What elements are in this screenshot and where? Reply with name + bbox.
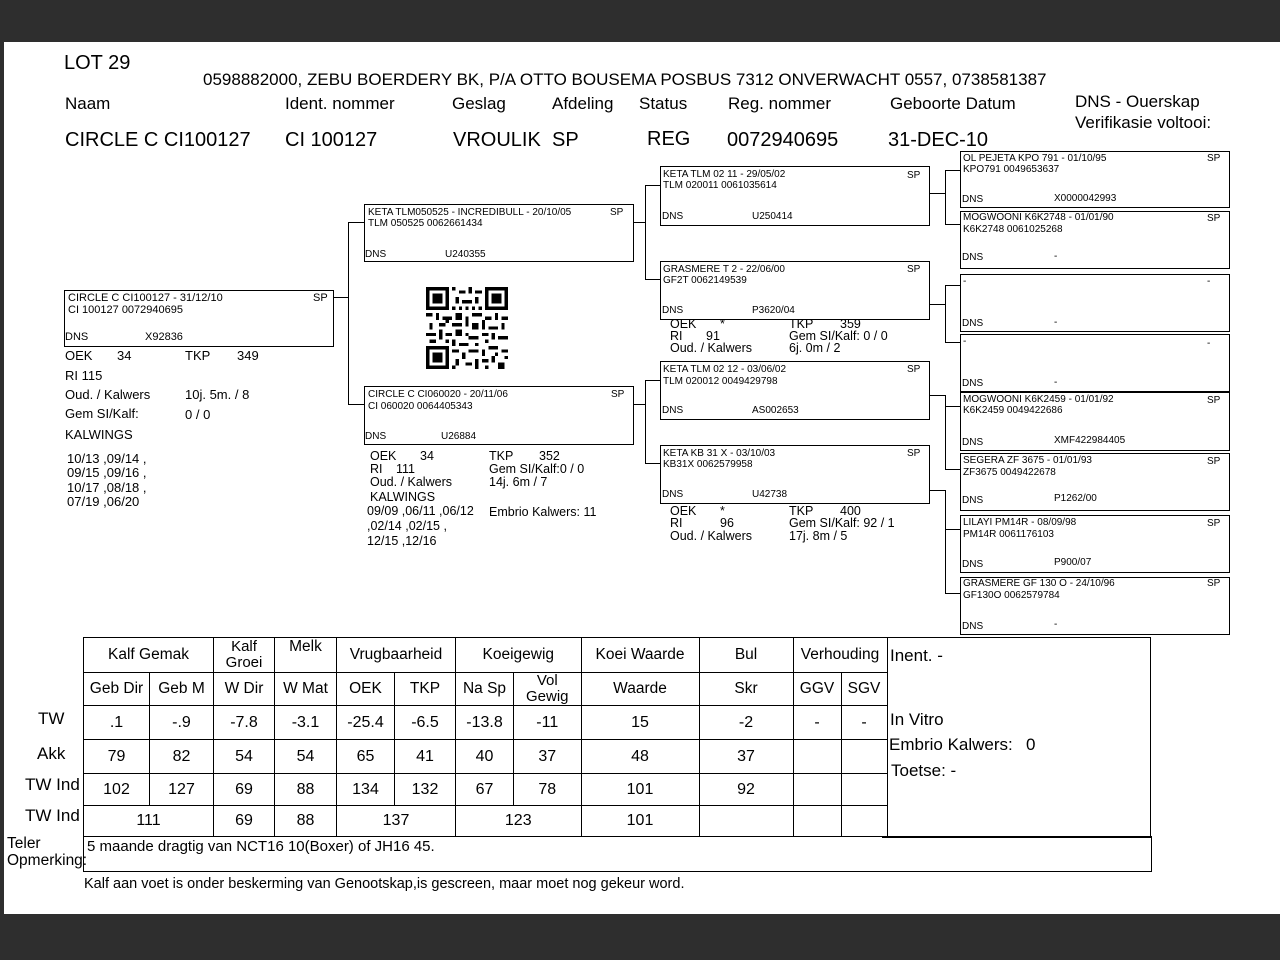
connector xyxy=(333,297,348,298)
subject-kalwings-line: 10/13 ,09/14 , xyxy=(67,451,147,466)
ggp-sp: - xyxy=(1207,276,1211,287)
ggp-name-line: SEGERA ZF 3675 - 01/01/93 xyxy=(963,455,1092,466)
sire-id-line: TLM 050525 0062661434 xyxy=(368,218,483,229)
connector xyxy=(945,529,960,530)
ggp-sp: SP xyxy=(1207,153,1221,164)
subject-oek-label: OEK xyxy=(65,348,93,363)
pedigree-box-grandparent xyxy=(660,261,930,320)
dam-dns-value: U26884 xyxy=(441,431,477,442)
ggp-dns-value: P900/07 xyxy=(1054,557,1092,568)
table-cell: 69 xyxy=(214,774,275,806)
ggp-id-line: K6K2459 0049422686 xyxy=(963,405,1063,416)
sub-geb-m: Geb M xyxy=(150,673,214,706)
subject-tkp-value: 349 xyxy=(237,348,259,363)
row-label-akk: Akk xyxy=(37,744,66,763)
table-cell: 79 xyxy=(84,740,150,774)
ggp-name-line: MOGWOONI K6K2748 - 01/01/90 xyxy=(963,212,1114,223)
header-bul: Bul xyxy=(699,638,793,673)
ggp-dns-value: XMF422984405 xyxy=(1054,435,1126,446)
pedigree-box-great-grandparent xyxy=(960,577,1230,635)
table-cell: 54 xyxy=(275,740,337,774)
gp-name-line: KETA TLM 02 12 - 03/06/02 xyxy=(663,364,787,375)
ggp-name-line: GRASMERE GF 130 O - 24/10/96 xyxy=(963,578,1115,589)
ggp-sp: SP xyxy=(1207,395,1221,406)
sub-ggv: GGV xyxy=(793,673,841,706)
ggp-sp: SP xyxy=(1207,518,1221,529)
gp-oud-label: Oud. / Kalwers xyxy=(670,529,752,543)
sire-name-line: KETA TLM050525 - INCREDIBULL - 20/10/05 xyxy=(368,207,572,218)
table-cell: 123 xyxy=(456,806,582,837)
gp-dns-label: DNS xyxy=(662,305,684,316)
pedigree-box-dam xyxy=(364,386,634,445)
gp-oud-value: 17j. 8m / 5 xyxy=(789,529,848,543)
table-cell: -7.8 xyxy=(214,706,275,740)
table-cell: 127 xyxy=(150,774,214,806)
pedigree-box-grandparent xyxy=(660,166,930,226)
subject-oek-value: 34 xyxy=(117,348,132,363)
connector xyxy=(945,469,960,470)
header-vrugbaarheid: Vrugbaarheid xyxy=(337,638,456,673)
connector xyxy=(645,185,660,186)
sub-vol-gewig: Vol Gewig xyxy=(514,673,582,706)
connector xyxy=(929,490,945,491)
connector xyxy=(945,593,960,594)
header-kalf-gemak: Kalf Gemak xyxy=(84,638,214,673)
connector xyxy=(633,222,645,223)
dam-oek-value: 34 xyxy=(420,449,434,463)
sub-na-sp: Na Sp xyxy=(456,673,514,706)
gp-oek-value: * xyxy=(720,504,725,518)
dam-kalwings-line: ,02/14 ,02/15 , xyxy=(367,519,447,533)
sub-w-mat: W Mat xyxy=(275,673,337,706)
embrio-label: Embrio Kalwers: xyxy=(889,735,1013,754)
in-vitro-text: In Vitro xyxy=(890,710,944,729)
connector xyxy=(645,185,646,280)
ggp-dns-value: - xyxy=(1054,317,1058,328)
table-cell: 134 xyxy=(337,774,395,806)
gp-ri-value: 91 xyxy=(706,329,720,343)
gp-dns-label: DNS xyxy=(662,211,684,222)
table-cell: -2 xyxy=(699,706,793,740)
connector xyxy=(929,395,945,396)
ggp-dns-value: - xyxy=(1054,251,1058,262)
bottom-bar xyxy=(0,914,1280,960)
subject-oud-label: Oud. / Kalwers xyxy=(65,387,151,402)
gp-gem: Gem SI/Kalf: 92 / 1 xyxy=(789,516,895,530)
ggp-dns-value: - xyxy=(1054,619,1058,630)
ggp-dns-value: - xyxy=(1054,377,1058,388)
gp-tkp-label: TKP xyxy=(789,504,814,518)
table-cell xyxy=(699,806,793,837)
table-row-twind-grouped xyxy=(84,806,888,837)
table-row-twind xyxy=(84,774,888,806)
table-cell: 101 xyxy=(581,806,699,837)
connector xyxy=(929,304,945,305)
sub-skr: Skr xyxy=(699,673,793,706)
table-cell: 54 xyxy=(214,740,275,774)
gp-dns-value: U42738 xyxy=(752,489,788,500)
gp-id-line: TLM 020011 0061035614 xyxy=(663,180,777,191)
table-cell: -.9 xyxy=(150,706,214,740)
connector xyxy=(945,285,960,286)
gp-id-line: TLM 020012 0049429798 xyxy=(663,376,778,387)
connector xyxy=(645,463,660,464)
header-kalf-groei: Kalf Groei xyxy=(214,638,275,673)
animal-geboorte: 31-DEC-10 xyxy=(888,129,989,151)
connector xyxy=(945,285,946,343)
label-reg: Reg. nommer xyxy=(728,94,831,113)
ggp-sp: SP xyxy=(1207,213,1221,224)
table-cell: 65 xyxy=(337,740,395,774)
table-cell: 137 xyxy=(337,806,456,837)
label-afdeling: Afdeling xyxy=(552,94,614,113)
label-dns-ouerskap: DNS - Ouerskap xyxy=(1075,92,1200,111)
table-cell: 111 xyxy=(84,806,214,837)
sub-sgv: SGV xyxy=(841,673,887,706)
subject-gem-value: 0 / 0 xyxy=(185,407,211,422)
ggp-dns-label: DNS xyxy=(962,318,984,329)
gp-tkp-value: 400 xyxy=(840,504,861,518)
label-geslag: Geslag xyxy=(452,94,506,113)
teler-label: Teler xyxy=(7,835,41,852)
pedigree-box-grandparent xyxy=(660,445,930,504)
dam-ri-label: RI xyxy=(370,462,383,476)
gp-sp: SP xyxy=(907,170,921,181)
label-ident: Ident. nommer xyxy=(285,94,395,113)
footer-note: Kalf aan voet is onder beskerming van Genootskap,is gescreen, maar moet nog gekeur word. xyxy=(84,876,685,892)
header-koeigewig: Koeigewig xyxy=(456,638,582,673)
gp-dns-label: DNS xyxy=(662,489,684,500)
table-cell: 48 xyxy=(581,740,699,774)
header-melk: Melk xyxy=(275,638,337,673)
table-cell: 132 xyxy=(395,774,456,806)
pedigree-box-great-grandparent xyxy=(960,334,1230,392)
ggp-dns-label: DNS xyxy=(962,252,984,263)
connector xyxy=(633,404,645,405)
ggp-dns-label: DNS xyxy=(962,559,984,570)
connector xyxy=(645,380,646,464)
subject-kalwings-line: 10/17 ,08/18 , xyxy=(67,480,147,495)
sub-w-dir: W Dir xyxy=(214,673,275,706)
connector xyxy=(945,170,960,171)
table-cell: -13.8 xyxy=(456,706,514,740)
pedigree-box-great-grandparent xyxy=(960,515,1230,573)
animal-naam: CIRCLE C CI100127 xyxy=(65,129,251,151)
info-panel xyxy=(882,637,1151,838)
table-cell: 40 xyxy=(456,740,514,774)
subject-kalwings-label: KALWINGS xyxy=(65,427,133,442)
table-cell: -3.1 xyxy=(275,706,337,740)
sire-sp: SP xyxy=(610,207,624,218)
label-naam: Naam xyxy=(65,94,111,113)
dam-kalwings-line: 09/09 ,06/11 ,06/12 xyxy=(367,504,474,518)
gp-dns-value: P3620/04 xyxy=(752,305,795,316)
subject-oud-value: 10j. 5m. / 8 xyxy=(185,387,250,402)
table-cell xyxy=(793,774,841,806)
table-cell xyxy=(841,774,887,806)
gp-oud-value: 6j. 0m / 2 xyxy=(789,341,841,355)
gp-tkp-value: 359 xyxy=(840,317,861,331)
ggp-id-line: GF130O 0062579784 xyxy=(963,590,1060,601)
gp-name-line: GRASMERE T 2 - 22/06/00 xyxy=(663,264,785,275)
ggp-name-line: OL PEJETA KPO 791 - 01/10/95 xyxy=(963,153,1107,164)
ggp-sp: SP xyxy=(1207,456,1221,467)
table-cell: 101 xyxy=(581,774,699,806)
connector xyxy=(945,342,960,343)
animal-reg: 0072940695 xyxy=(727,129,839,151)
ggp-name-line: MOGWOONI K6K2459 - 01/01/92 xyxy=(963,394,1114,405)
lot-number: LOT 29 xyxy=(64,52,131,74)
subject-tkp-label: TKP xyxy=(185,348,211,363)
table-cell: 82 xyxy=(150,740,214,774)
dam-name-line: CIRCLE C CI060020 - 20/11/06 xyxy=(368,389,508,400)
sub-waarde: Waarde xyxy=(581,673,699,706)
ggp-id-line: PM14R 0061176103 xyxy=(963,529,1054,540)
dam-dns-label: DNS xyxy=(365,431,387,442)
gp-sp: SP xyxy=(907,264,921,275)
dam-embrio: Embrio Kalwers: 11 xyxy=(489,505,597,519)
connector xyxy=(929,193,945,194)
row-label-tw: TW xyxy=(38,709,65,728)
table-cell: -6.5 xyxy=(395,706,456,740)
dam-tkp-label: TKP xyxy=(489,449,514,463)
gp-id-line: GF2T 0062149539 xyxy=(663,275,747,286)
gp-tkp-label: TKP xyxy=(789,317,814,331)
gp-oek-label: OEK xyxy=(670,317,697,331)
dam-tkp-value: 352 xyxy=(539,449,560,463)
table-cell: 88 xyxy=(275,806,337,837)
pedigree-box-great-grandparent xyxy=(960,151,1230,208)
connector xyxy=(348,222,349,405)
gp-dns-value: U250414 xyxy=(752,211,793,222)
pedigree-box-great-grandparent xyxy=(960,392,1230,451)
connector xyxy=(945,170,946,225)
subject-sp: SP xyxy=(313,292,328,304)
subject-name-line: CIRCLE C CI100127 - 31/12/10 xyxy=(68,292,223,304)
dam-kalwings-line: 12/15 ,12/16 xyxy=(367,534,437,548)
animal-ident: CI 100127 xyxy=(285,129,378,151)
row-label-twind: TW Ind xyxy=(25,775,80,794)
gp-ri-label: RI xyxy=(670,516,683,530)
subject-kalwings-line: 09/15 ,09/16 , xyxy=(67,465,147,480)
table-cell: 78 xyxy=(514,774,582,806)
subject-gem-label: Gem SI/Kalf: xyxy=(65,406,139,421)
ggp-name-line: - xyxy=(963,276,967,287)
label-geboorte: Geboorte Datum xyxy=(890,94,1016,113)
pedigree-box-great-grandparent xyxy=(960,211,1230,269)
dam-oek-label: OEK xyxy=(370,449,397,463)
remark-box xyxy=(83,836,1152,872)
table-cell: - xyxy=(841,706,887,740)
table-row-tw xyxy=(84,706,888,740)
table-cell: 15 xyxy=(581,706,699,740)
header-verhouding: Verhouding xyxy=(793,638,887,673)
ggp-id-line: K6K2748 0061025268 xyxy=(963,224,1063,235)
table-cell: 37 xyxy=(699,740,793,774)
gp-sp: SP xyxy=(907,448,921,459)
ggp-name-line: LILAYI PM14R - 08/09/98 xyxy=(963,517,1077,528)
table-cell: -11 xyxy=(514,706,582,740)
gp-oek-value: * xyxy=(720,317,725,331)
pedigree-box-grandparent xyxy=(660,361,930,420)
subject-id-line: CI 100127 0072940695 xyxy=(68,304,183,316)
subject-ri: RI 115 xyxy=(65,368,103,383)
sire-dns-label: DNS xyxy=(365,249,387,260)
ggp-dns-label: DNS xyxy=(962,378,984,389)
ggp-id-line: KPO791 0049653637 xyxy=(963,164,1060,175)
sub-geb-dir: Geb Dir xyxy=(84,673,150,706)
table-cell: 92 xyxy=(699,774,793,806)
connector xyxy=(945,406,960,407)
animal-afdeling: SP xyxy=(552,129,579,151)
gp-ri-label: RI xyxy=(670,329,683,343)
table-cell: 102 xyxy=(84,774,150,806)
ggp-dns-label: DNS xyxy=(962,495,984,506)
subject-kalwings-line: 07/19 ,06/20 xyxy=(67,494,140,509)
gp-dns-label: DNS xyxy=(662,405,684,416)
label-dns-verifikasie: Verifikasie voltooi: xyxy=(1075,113,1212,132)
label-status: Status xyxy=(639,94,688,113)
table-cell: 37 xyxy=(514,740,582,774)
dam-oud-label: Oud. / Kalwers xyxy=(370,475,452,489)
table-cell xyxy=(793,740,841,774)
qr-code-icon xyxy=(424,287,510,369)
subject-dns-value: X92836 xyxy=(145,331,183,343)
table-cell xyxy=(841,806,887,837)
animal-status: REG xyxy=(647,128,691,150)
ggp-sp: - xyxy=(1207,338,1211,349)
ggp-dns-label: DNS xyxy=(962,437,984,448)
pedigree-box-great-grandparent xyxy=(960,274,1230,332)
connector xyxy=(348,222,364,223)
table-cell: 69 xyxy=(214,806,275,837)
dam-gem: Gem SI/Kalf:0 / 0 xyxy=(489,462,585,476)
ggp-dns-value: P1262/00 xyxy=(1054,493,1097,504)
dam-id-line: CI 060020 0064405343 xyxy=(368,401,473,412)
sub-tkp: TKP xyxy=(395,673,456,706)
connector xyxy=(645,279,660,280)
table-cell: 88 xyxy=(275,774,337,806)
ggp-id-line: ZF3675 0049422678 xyxy=(963,467,1056,478)
subject-dns-label: DNS xyxy=(65,331,89,343)
table-cell xyxy=(793,806,841,837)
table-cell: 67 xyxy=(456,774,514,806)
ggp-name-line: - xyxy=(963,336,967,347)
dam-ri-value: 111 xyxy=(396,462,416,476)
gp-gem: Gem SI/Kalf: 0 / 0 xyxy=(789,329,888,343)
connector xyxy=(348,404,364,405)
sire-dns-value: U240355 xyxy=(445,249,486,260)
connector xyxy=(945,490,946,594)
pedigree-box-sire xyxy=(364,204,634,262)
embrio-value: 0 xyxy=(1026,735,1036,754)
table-cell: - xyxy=(793,706,841,740)
table-row-akk xyxy=(84,740,888,774)
gp-name-line: KETA TLM 02 11 - 29/05/02 xyxy=(663,169,786,180)
ggp-dns-label: DNS xyxy=(962,621,984,632)
owner-line: 0598882000, ZEBU BOERDERY BK, P/A OTTO BOUSEMA POSBUS 7312 ONVERWACHT 0557, 0738581387 xyxy=(203,70,1047,89)
opmerking-label: Opmerking: xyxy=(7,852,88,869)
inent-text: Inent. - xyxy=(890,646,943,665)
gp-name-line: KETA KB 31 X - 03/10/03 xyxy=(663,448,776,459)
dam-oud-value: 14j. 6m / 7 xyxy=(489,475,548,489)
table-cell: -25.4 xyxy=(337,706,395,740)
dam-kalwings-label: KALWINGS xyxy=(370,490,436,504)
ggp-dns-label: DNS xyxy=(962,194,984,205)
row-label-twind2: TW Ind xyxy=(25,806,80,825)
table-cell: .1 xyxy=(84,706,150,740)
gp-dns-value: AS002653 xyxy=(752,405,799,416)
connector xyxy=(945,224,960,225)
ggp-sp: SP xyxy=(1207,578,1221,589)
table-cell: 41 xyxy=(395,740,456,774)
ebv-table xyxy=(83,637,888,837)
table-cell xyxy=(841,740,887,774)
gp-ri-value: 96 xyxy=(720,516,734,530)
remark-text: 5 maande dragtig van NCT16 10(Boxer) of JH16 45. xyxy=(87,838,435,855)
gp-sp: SP xyxy=(907,364,921,375)
animal-geslag: VROULIK xyxy=(453,129,541,151)
ggp-dns-value: X0000042993 xyxy=(1054,193,1117,204)
pedigree-box-subject xyxy=(64,290,334,347)
pedigree-box-great-grandparent xyxy=(960,453,1230,511)
connector xyxy=(645,380,660,381)
gp-oud-label: Oud. / Kalwers xyxy=(670,341,752,355)
header-koei-waarde: Koei Waarde xyxy=(581,638,699,673)
gp-oek-label: OEK xyxy=(670,504,697,518)
sub-oek: OEK xyxy=(337,673,395,706)
toetse-text: Toetse: - xyxy=(891,761,957,780)
dam-sp: SP xyxy=(611,389,625,400)
gp-id-line: KB31X 0062579958 xyxy=(663,459,753,470)
